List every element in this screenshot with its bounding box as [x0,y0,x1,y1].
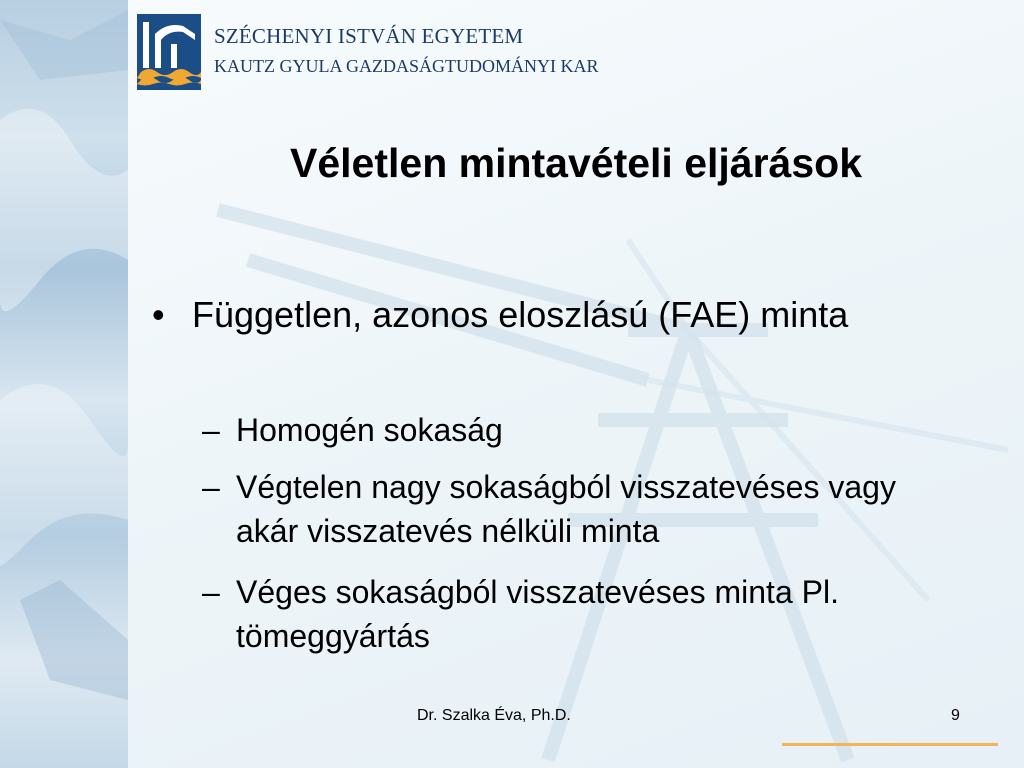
university-name: SZÉCHENYI ISTVÁN EGYETEM [214,24,524,48]
slide-title: Véletlen mintavételi eljárások [290,140,862,186]
sub-item-text: Homogén sokaság [236,412,503,448]
university-logo [137,14,201,90]
page-number: 9 [951,707,960,724]
background-photo-strip [0,0,128,768]
sub-item-dash: – [202,469,220,505]
footer-accent-line [782,743,998,746]
bullet-marker: • [152,294,165,335]
sub-item-dash: – [202,412,220,448]
sub-item-text: Végtelen nagy sokaságból visszatevéses vagy akár visszatevés nélküli minta [236,469,896,549]
sub-item-dash: – [202,574,220,610]
sub-item-text: Véges sokaságból visszatevéses minta Pl. tömeggyártás [236,574,839,654]
bullet-text: Független, azonos eloszlású (FAE) minta [192,294,849,335]
footer-author: Dr. Szalka Éva, Ph.D. [417,707,571,724]
faculty-name: KAUTZ GYULA GAZDASÁGTUDOMÁNYI KAR [214,56,599,76]
